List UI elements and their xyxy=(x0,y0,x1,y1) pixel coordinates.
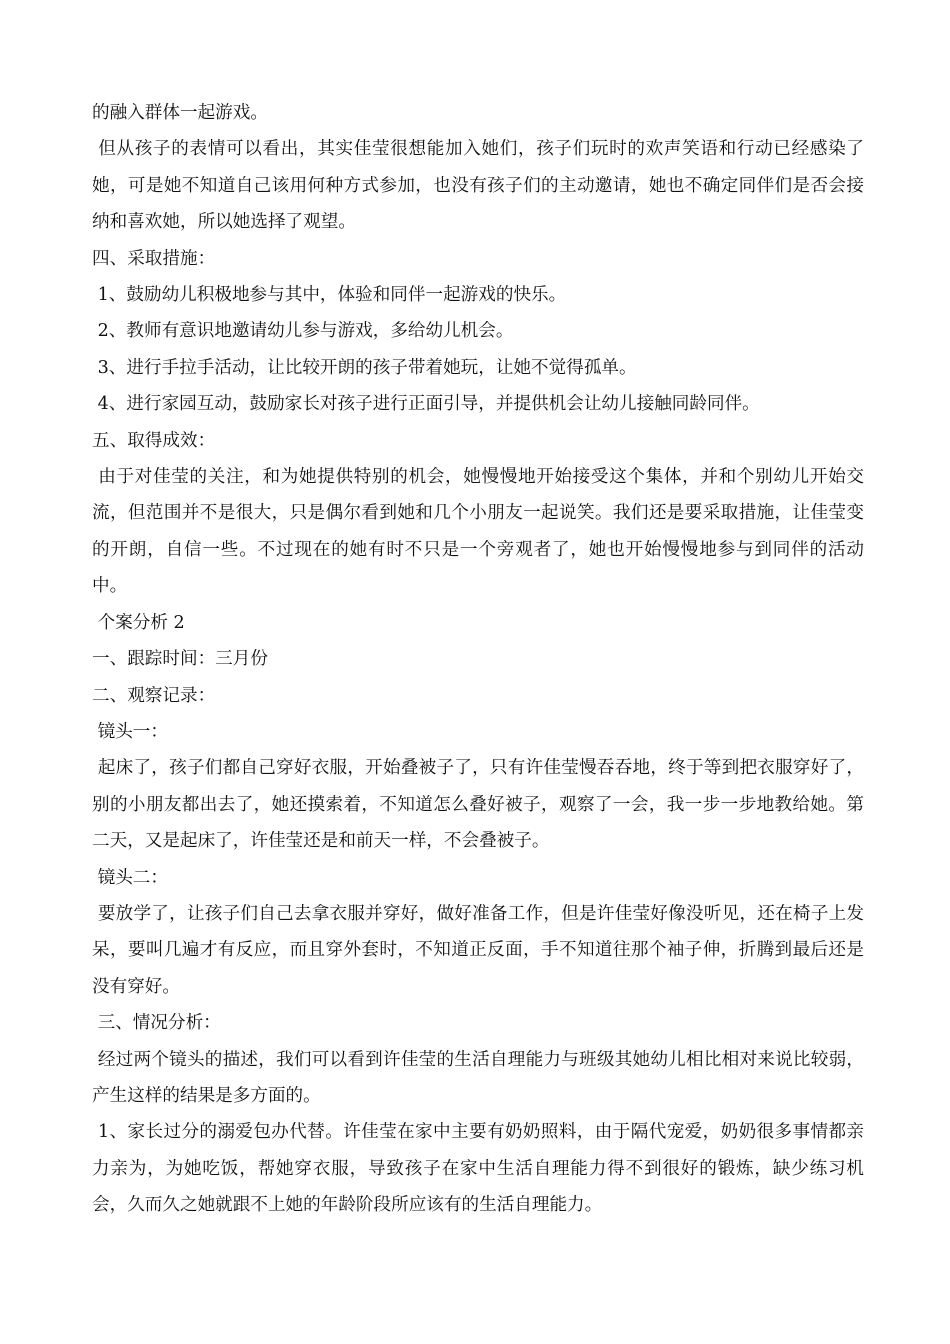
measure-item-3: 3、进行手拉手活动，让比较开朗的孩子带着她玩，让她不觉得孤单。 xyxy=(92,357,637,378)
scene-heading-1: 镜头一： xyxy=(92,721,168,742)
section-heading-results: 五、取得成效： xyxy=(92,430,216,451)
document-page xyxy=(92,95,864,1224)
analysis-item-1: 1、家长过分的溺爱包办代替。许佳莹在家中主要有奶奶照料，由于隔代宠爱，奶奶很多事情都亲力亲为，为她吃饭，帮她穿衣服，导致孩子在家中生活自理能力得不到很好的锻炼，缺少练习机会，久而久之她就跟不上她的年龄阶段所应该有的生活自理能力。 xyxy=(92,1122,865,1216)
section-heading-analysis: 三、情况分析： xyxy=(92,1013,221,1034)
section-heading-observation: 二、观察记录： xyxy=(92,685,216,706)
paragraph-scene-2: 要放学了，让孩子们自己去拿衣服并穿好，做好准备工作，但是许佳莹好像没听见，还在椅子上发呆，要叫几遍才有反应，而且穿外套时，不知道正反面，手不知道往那个袖子伸，折腾到最后还是没有穿好。 xyxy=(92,903,864,997)
section-heading-tracking-time: 一、跟踪时间：三月份 xyxy=(92,649,268,670)
paragraph-observation-note: 但从孩子的表情可以看出，其实佳莹很想能加入她们，孩子们玩时的欢声笑语和行动已经感染了她，可是她不知道自己该用何种方式参加，也没有孩子们的主动邀请，她也不确定同伴们是否会接纳和喜欢她，所以她选择了观望。 xyxy=(92,139,864,233)
measure-item-2: 2、教师有意识地邀请幼儿参与游戏，多给幼儿机会。 xyxy=(92,321,514,342)
measure-item-1: 1、鼓励幼儿积极地参与其中，体验和同伴一起游戏的快乐。 xyxy=(92,285,567,306)
paragraph-continuation: 的融入群体一起游戏。 xyxy=(92,103,268,123)
paragraph-analysis-intro: 经过两个镜头的描述，我们可以看到许佳莹的生活自理能力与班级其她幼儿相比相对来说比较弱，产生这样的结果是多方面的。 xyxy=(92,1049,864,1106)
paragraph-scene-1: 起床了，孩子们都自己穿好衣服，开始叠被子了，只有许佳莹慢吞吞地，终于等到把衣服穿好了，别的小朋友都出去了，她还摸索着，不知道怎么叠好被子，观察了一会，我一步一步地教给她。第二天，又是起床了，许佳莹还是和前天一样，不会叠被子。 xyxy=(92,758,864,852)
case-title: 个案分析 2 xyxy=(92,612,185,633)
scene-heading-2: 镜头二： xyxy=(92,867,168,888)
measure-item-4: 4、进行家园互动，鼓励家长对孩子进行正面引导，并提供机会让幼儿接触同龄同伴。 xyxy=(92,394,760,415)
section-heading-measures: 四、采取措施： xyxy=(92,248,216,269)
paragraph-results: 由于对佳莹的关注，和为她提供特别的机会，她慢慢地开始接受这个集体，并和个别幼儿开始交流，但范围并不是很大，只是偶尔看到她和几个小朋友一起说笑。我们还是要采取措施，让佳莹变的开朗，自信一些。不过现在的她有时不只是一个旁观者了，她也开始慢慢地参与到同伴的活动中。 xyxy=(92,467,864,597)
